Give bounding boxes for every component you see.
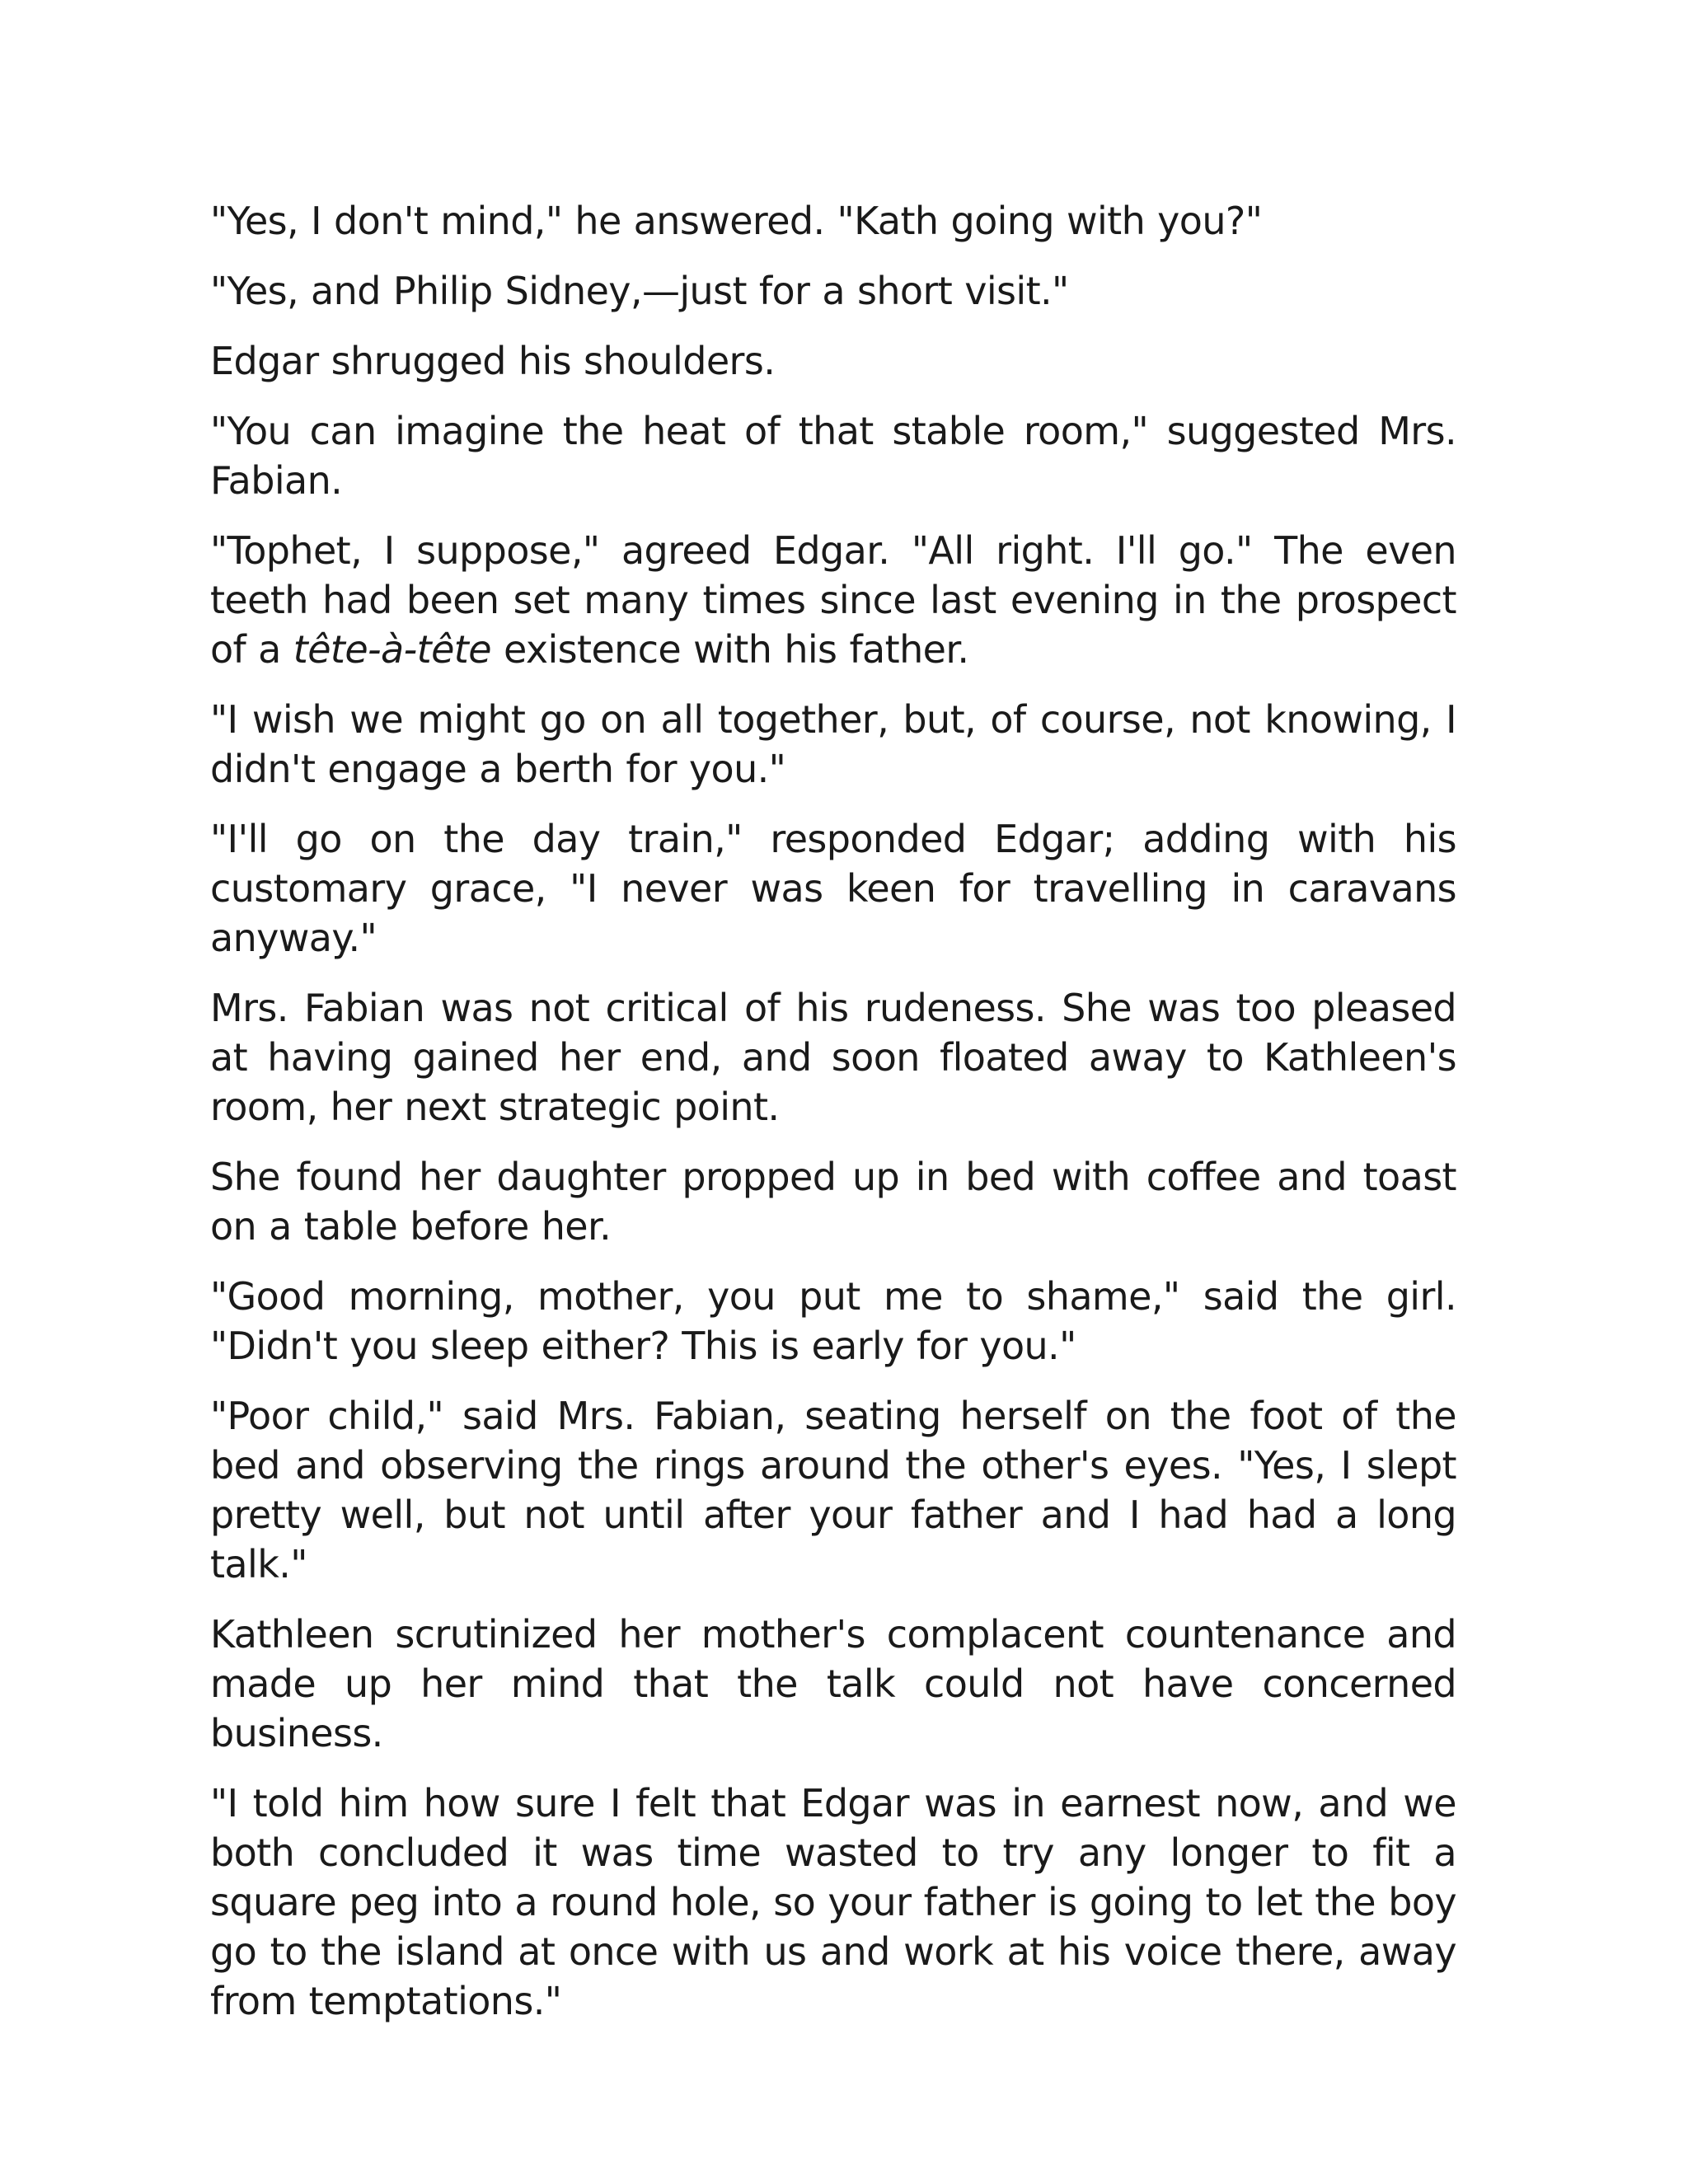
paragraph: Edgar shrugged his shoulders. bbox=[210, 339, 776, 383]
paragraph: She found her daughter propped up in bed with coffee and toast on a table before her. bbox=[210, 1155, 1456, 1249]
italic-phrase: tête-à-tête bbox=[293, 627, 491, 672]
paragraph: "I told him how sure I felt that Edgar was in earnest now, and we both concluded it was time wasted to try any longer to fit a square peg into a round hole, so your father is going to let the boy go to the island at once with us and work at his voice there, away from temptations." bbox=[210, 1781, 1456, 2023]
paragraph: "You can imagine the heat of that stable room," suggested Mrs. Fabian. bbox=[210, 409, 1456, 503]
paragraph: "Yes, I don't mind," he answered. "Kath going with you?" bbox=[210, 199, 1263, 243]
paragraph-text: existence with his father. bbox=[490, 627, 969, 672]
paragraph: Mrs. Fabian was not critical of his rudeness. She was too pleased at having gained her end, and soon floated away to Kathleen's room, her next strategic point. bbox=[210, 986, 1456, 1129]
body-text bbox=[210, 196, 1456, 2046]
paragraph-text: "Tophet, I suppose," agreed Edgar. "All right. I'll go." The even teeth had been set many times since last evening in the prospect of a bbox=[210, 528, 1456, 672]
paragraph: "Poor child," said Mrs. Fabian, seating herself on the foot of the bed and observing the rings around the other's eyes. "Yes, I slept pretty well, but not until after your father and I had had a long talk." bbox=[210, 1394, 1456, 1586]
paragraph: "I wish we might go on all together, but, of course, not knowing, I didn't engage a berth for you." bbox=[210, 697, 1456, 791]
paragraph: "I'll go on the day train," responded Edgar; adding with his customary grace, "I never was keen for travelling in caravans anyway." bbox=[210, 817, 1456, 960]
paragraph: Kathleen scrutinized her mother's complacent countenance and made up her mind that the talk could not have concerned business. bbox=[210, 1612, 1456, 1755]
paragraph: "Yes, and Philip Sidney,—just for a short visit." bbox=[210, 269, 1069, 313]
paragraph: "Good morning, mother, you put me to shame," said the girl. "Didn't you sleep either? This is early for you." bbox=[210, 1274, 1456, 1368]
paragraph bbox=[210, 526, 1456, 674]
